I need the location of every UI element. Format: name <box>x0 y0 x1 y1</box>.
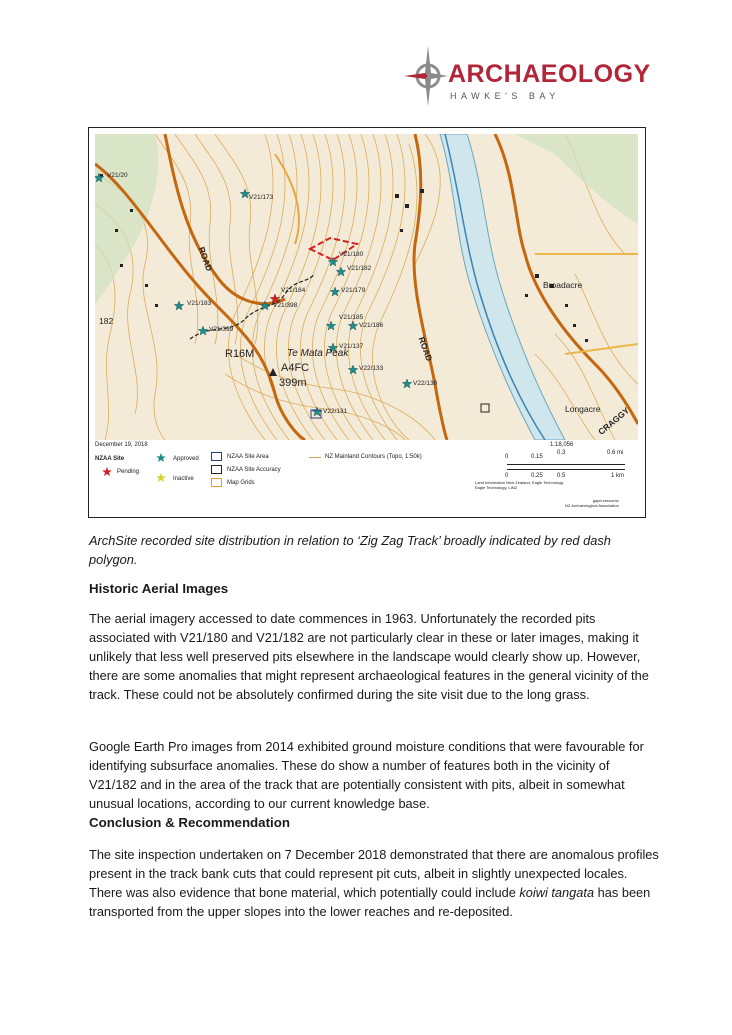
scale-mi-tick: 0.3 <box>557 450 566 456</box>
site-area-swatch <box>211 452 222 461</box>
place-name: ROAD <box>416 335 435 363</box>
section-heading-conclusion: Conclusion & Recommendation <box>89 815 290 830</box>
legend-pending: Pending <box>117 469 140 475</box>
scale-mi-tick: 0.15 <box>531 454 543 460</box>
scale-mi-tick: 0 <box>505 454 509 460</box>
site-distribution-map <box>88 127 646 518</box>
map-legend <box>95 442 638 514</box>
legend-site-heading: NZAA Site <box>95 456 125 462</box>
legend-approved: Approved <box>173 456 199 462</box>
paragraph-aerial-2: Google Earth Pro images from 2014 exhibited ground moisture conditions that were favourable for identifying subsurface anomalies. These do show a number of features both in the vicinity of V21/182 and in the area of the track that are potentially consistent with pits, albeit in somewhat unusual locations, according to our current knowledge base. <box>89 739 644 811</box>
site-label: V22/133 <box>359 365 384 372</box>
archaeology-logo <box>404 44 654 114</box>
peak-label: Te Mata Peak <box>287 348 349 359</box>
scale-km-tick: 0 <box>505 473 509 479</box>
legend-contours: NZ Mainland Contours (Topo, 1:50k) <box>325 454 422 460</box>
conclusion-text-2: has been transported from the upper slopes into the lower reaches and re-deposited. <box>89 885 651 919</box>
map-credits: Land Information New Zealand, Eagle Technology Eagle Technology, LINZ <box>475 480 564 490</box>
scale-ratio: 1:18,056 <box>550 442 574 448</box>
site-label: V21/137 <box>339 343 364 350</box>
logo-title: ARCHAEOLOGY <box>448 60 651 88</box>
map-author: gapb.crescenz NZ Archaeological Association <box>565 498 619 508</box>
site-label: V21/20 <box>107 172 128 179</box>
site-label: V21/186 <box>359 322 384 329</box>
figure-caption: ArchSite recorded site distribution in relation to ‘Zig Zag Track’ broadly indicated by red dash polygon. <box>89 533 611 567</box>
place-name: R16M <box>225 348 255 360</box>
topographic-map <box>95 134 638 440</box>
scale-bar-mi <box>507 464 625 465</box>
map-grids-swatch <box>211 478 222 487</box>
site-label: V21/399 <box>209 326 234 333</box>
paragraph-aerial-1: The aerial imagery accessed to date commences in 1963. Unfortunately the recorded pits associated with V21/180 and V21/182 are not particularly clear in these or later images, making it unlikely that less well preserved pits elsewhere in the landscape would clearly show up. However, there are some anomalies that might represent archaeological features in the general vicinity of the track. These could not be absolutely confirmed during the site visit due to the long grass. <box>89 611 649 702</box>
site-label: V22/131 <box>323 408 348 415</box>
site-label: V21/183 <box>187 300 212 307</box>
legend-inactive: Inactive <box>173 476 194 482</box>
site-label: V21/182 <box>347 265 372 272</box>
site-label: V21/398 <box>273 302 298 309</box>
site-label: V21/180 <box>339 251 364 258</box>
site-label: V21/184 <box>281 287 306 294</box>
place-name: Longacre <box>565 404 601 414</box>
site-accuracy-swatch <box>211 465 222 474</box>
site-label: V21/179 <box>341 287 366 294</box>
site-label: V21/173 <box>249 194 274 201</box>
site-label: V21/185 <box>339 314 364 321</box>
place-name: ROAD <box>196 245 215 273</box>
site-label: V22/130 <box>413 380 438 387</box>
compass-icon <box>404 44 450 114</box>
inactive-star-icon <box>155 472 167 484</box>
legend-map-grids: Map Grids <box>227 480 255 486</box>
scale-bar-km <box>507 469 625 470</box>
legend-site-accuracy: NZAA Site Accuracy <box>227 467 281 473</box>
place-name: CRAGGY <box>596 405 632 437</box>
approved-star-icon <box>155 452 167 464</box>
legend-site-area: NZAA Site Area <box>227 454 269 460</box>
scale-mi-tick: 0.6 mi <box>607 450 624 456</box>
place-name: 182 <box>99 316 114 326</box>
place-name: Broadacre <box>543 280 583 290</box>
scale-km-tick: 0.25 <box>531 473 543 479</box>
map-date: December 19, 2018 <box>95 442 148 448</box>
logo-subtitle: HAWKE'S BAY <box>450 91 560 101</box>
scale-km-tick: 1 km <box>611 473 625 479</box>
place-name: A4FC <box>281 362 310 374</box>
conclusion-text-1: The site inspection undertaken on 7 December 2018 demonstrated that there are anomalous profiles present in the track bank cuts that could represent pit cuts, albeit in slightly unexpected locales. There was also evidence that bone material, which potentially could include <box>89 847 659 900</box>
place-name: 399m <box>279 377 307 389</box>
conclusion-koiwi-term: koiwi tangata <box>519 885 595 900</box>
section-heading-aerial: Historic Aerial Images <box>89 581 229 596</box>
pending-star-icon <box>101 466 113 478</box>
contour-swatch <box>309 457 321 458</box>
scale-km-tick: 0.5 <box>557 473 566 479</box>
paragraph-conclusion <box>89 845 659 921</box>
